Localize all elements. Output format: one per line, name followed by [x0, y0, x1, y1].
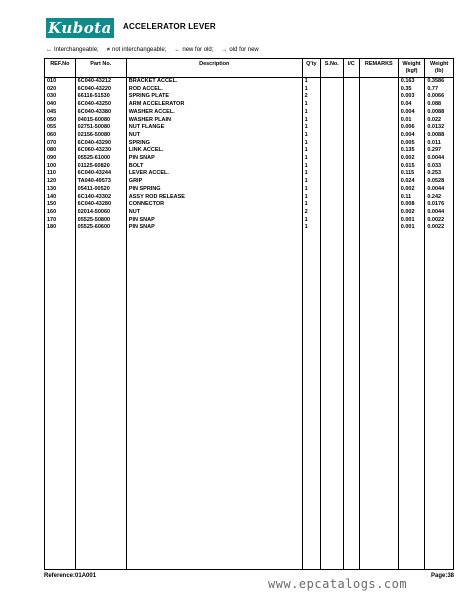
ic-cell: [343, 163, 359, 171]
legend-item-interchangeable: [46, 47, 99, 53]
ref-no-cell: 020: [45, 86, 76, 94]
weight-lb-cell: 0.022: [425, 117, 454, 125]
description-cell: NUT: [126, 132, 302, 140]
watermark: www.epcatalogs.com: [268, 577, 408, 591]
remarks-cell: [359, 147, 398, 155]
right-arrow-icon: →: [221, 47, 228, 53]
part-no-cell: 05525-60600: [75, 224, 126, 232]
weight-lb-cell: 0.242: [425, 194, 454, 202]
serial-no-cell: [321, 194, 343, 202]
qty-cell: 1: [302, 201, 320, 209]
empty-cell: [45, 232, 76, 569]
column-header-weight-lb: Weight (lb): [425, 59, 454, 78]
table-row: [45, 155, 454, 163]
part-no-cell: 02156-50080: [75, 132, 126, 140]
weight-kgf-cell: 0.35: [398, 86, 425, 94]
page-title: ACCELERATOR LEVER: [123, 22, 216, 31]
table-row: [45, 124, 454, 132]
serial-no-cell: [321, 101, 343, 109]
qty-cell: 1: [302, 224, 320, 232]
description-cell: ASSY ROD RELEASE: [126, 194, 302, 202]
serial-no-cell: [321, 209, 343, 217]
weight-lb-cell: 0.0132: [425, 124, 454, 132]
weight-kgf-cell: 0.002: [398, 186, 425, 194]
column-header-qty: Q'ty: [302, 59, 320, 78]
table-row: [45, 163, 454, 171]
table-row: [45, 170, 454, 178]
page-number: Page:38: [430, 573, 454, 579]
weight-lb-cell: 0.3586: [425, 78, 454, 86]
serial-no-cell: [321, 201, 343, 209]
weight-kgf-cell: 0.163: [398, 78, 425, 86]
serial-no-cell: [321, 147, 343, 155]
ref-no-cell: 110: [45, 170, 76, 178]
part-no-cell: 6C140-43302: [75, 194, 126, 202]
table-row: [45, 224, 454, 232]
table-row: [45, 86, 454, 94]
serial-no-cell: [321, 93, 343, 101]
serial-no-cell: [321, 170, 343, 178]
not-equal-icon: ≠: [106, 47, 110, 53]
weight-kgf-cell: 0.005: [398, 140, 425, 148]
weight-kgf-cell: 0.002: [398, 209, 425, 217]
kubota-logo: Kubota: [46, 18, 114, 38]
serial-no-cell: [321, 78, 343, 86]
weight-lb-cell: 0.033: [425, 163, 454, 171]
empty-cell: [425, 232, 454, 569]
qty-cell: 1: [302, 163, 320, 171]
empty-cell: [126, 232, 302, 569]
serial-no-cell: [321, 163, 343, 171]
table-row: [45, 147, 454, 155]
table-body: [45, 78, 454, 570]
ic-cell: [343, 178, 359, 186]
ref-no-cell: 050: [45, 117, 76, 125]
description-cell: SPRING: [126, 140, 302, 148]
qty-cell: 1: [302, 78, 320, 86]
serial-no-cell: [321, 217, 343, 225]
ref-no-cell: 120: [45, 178, 76, 186]
parts-table: [44, 58, 454, 570]
description-cell: PIN SPRING: [126, 186, 302, 194]
part-no-cell: 05525-50800: [75, 217, 126, 225]
part-no-cell: 6C040-43290: [75, 140, 126, 148]
ref-no-cell: 090: [45, 155, 76, 163]
description-cell: SPRING PLATE: [126, 93, 302, 101]
empty-cell: [302, 232, 320, 569]
part-no-cell: 6C040-43212: [75, 78, 126, 86]
weight-lb-cell: 0.0528: [425, 178, 454, 186]
table-row: [45, 217, 454, 225]
remarks-cell: [359, 124, 398, 132]
ref-no-cell: 150: [45, 201, 76, 209]
serial-no-cell: [321, 186, 343, 194]
table-filler-row: [45, 232, 454, 569]
weight-kgf-cell: 0.04: [398, 101, 425, 109]
legend-label: Interchangeable;: [54, 47, 99, 53]
legend-label: old for new: [229, 47, 259, 53]
ic-cell: [343, 170, 359, 178]
weight-lb-cell: 0.0088: [425, 109, 454, 117]
empty-cell: [75, 232, 126, 569]
serial-no-cell: [321, 155, 343, 163]
ref-no-cell: 080: [45, 147, 76, 155]
table-row: [45, 117, 454, 125]
description-cell: NUT: [126, 209, 302, 217]
qty-cell: 1: [302, 217, 320, 225]
ic-cell: [343, 155, 359, 163]
description-cell: NUT FLANGE: [126, 124, 302, 132]
weight-lb-cell: 0.0044: [425, 186, 454, 194]
ic-cell: [343, 78, 359, 86]
remarks-cell: [359, 224, 398, 232]
description-cell: CONNECTOR: [126, 201, 302, 209]
table-row: [45, 186, 454, 194]
part-no-cell: 6C040-43250: [75, 101, 126, 109]
description-cell: PIN SNAP: [126, 224, 302, 232]
qty-cell: 2: [302, 209, 320, 217]
ic-cell: [343, 101, 359, 109]
weight-kgf-cell: 0.008: [398, 201, 425, 209]
serial-no-cell: [321, 140, 343, 148]
table-header-row: [45, 59, 454, 78]
empty-cell: [321, 232, 343, 569]
part-no-cell: 05525-61000: [75, 155, 126, 163]
part-no-cell: 6C040-43380: [75, 109, 126, 117]
weight-lb-cell: 0.253: [425, 170, 454, 178]
weight-lb-cell: 0.77: [425, 86, 454, 94]
ic-cell: [343, 217, 359, 225]
serial-no-cell: [321, 178, 343, 186]
qty-cell: 1: [302, 140, 320, 148]
serial-no-cell: [321, 117, 343, 125]
weight-kgf-cell: 0.01: [398, 117, 425, 125]
ic-cell: [343, 194, 359, 202]
weight-lb-cell: 0.0022: [425, 217, 454, 225]
weight-kgf-cell: 0.001: [398, 224, 425, 232]
description-cell: WASHER PLAIN: [126, 117, 302, 125]
empty-cell: [398, 232, 425, 569]
description-cell: GRIP: [126, 178, 302, 186]
weight-kgf-cell: 0.006: [398, 124, 425, 132]
weight-lb-cell: 0.011: [425, 140, 454, 148]
table-row: [45, 194, 454, 202]
ref-no-cell: 170: [45, 217, 76, 225]
table-row: [45, 93, 454, 101]
remarks-cell: [359, 163, 398, 171]
description-cell: LEVER ACCEL.: [126, 170, 302, 178]
legend-label: not interchangeable;: [112, 47, 167, 53]
ref-no-cell: 160: [45, 209, 76, 217]
remarks-cell: [359, 101, 398, 109]
remarks-cell: [359, 217, 398, 225]
qty-cell: 1: [302, 109, 320, 117]
weight-lb-cell: 0.297: [425, 147, 454, 155]
column-header-weight-kgf: Weight (kgf): [398, 59, 425, 78]
part-no-cell: 6C040-43280: [75, 201, 126, 209]
remarks-cell: [359, 117, 398, 125]
qty-cell: 1: [302, 155, 320, 163]
ic-cell: [343, 93, 359, 101]
qty-cell: 1: [302, 117, 320, 125]
remarks-cell: [359, 78, 398, 86]
description-cell: ROD ACCEL.: [126, 86, 302, 94]
part-no-cell: 04015-60080: [75, 117, 126, 125]
ic-cell: [343, 132, 359, 140]
serial-no-cell: [321, 109, 343, 117]
serial-no-cell: [321, 224, 343, 232]
empty-cell: [359, 232, 398, 569]
table-row: [45, 140, 454, 148]
ref-no-cell: 010: [45, 78, 76, 86]
description-cell: BOLT: [126, 163, 302, 171]
column-header-ref-no: REF.No: [45, 59, 76, 78]
double-arrow-icon: ↔: [46, 47, 52, 53]
part-no-cell: 6C060-43230: [75, 147, 126, 155]
qty-cell: 1: [302, 170, 320, 178]
weight-lb-cell: 0.0176: [425, 201, 454, 209]
ref-no-cell: 055: [45, 124, 76, 132]
description-cell: WASHER ACCEL.: [126, 109, 302, 117]
ref-no-cell: 040: [45, 101, 76, 109]
remarks-cell: [359, 186, 398, 194]
ic-cell: [343, 117, 359, 125]
weight-lb-cell: 0.0044: [425, 155, 454, 163]
remarks-cell: [359, 194, 398, 202]
ref-no-cell: 130: [45, 186, 76, 194]
qty-cell: 1: [302, 194, 320, 202]
weight-kgf-cell: 0.001: [398, 217, 425, 225]
weight-lb-cell: 0.088: [425, 101, 454, 109]
qty-cell: 1: [302, 124, 320, 132]
ref-no-cell: 140: [45, 194, 76, 202]
column-header-ic: I/C: [343, 59, 359, 78]
weight-kgf-cell: 0.003: [398, 93, 425, 101]
part-no-cell: 66116-51530: [75, 93, 126, 101]
part-no-cell: 02751-50080: [75, 124, 126, 132]
qty-cell: 2: [302, 93, 320, 101]
qty-cell: 1: [302, 178, 320, 186]
column-header-description: Description: [126, 59, 302, 78]
remarks-cell: [359, 93, 398, 101]
description-cell: ARM ACCELERATOR: [126, 101, 302, 109]
column-header-remarks: REMARKS: [359, 59, 398, 78]
weight-lb-cell: 0.0044: [425, 209, 454, 217]
ref-no-cell: 180: [45, 224, 76, 232]
serial-no-cell: [321, 124, 343, 132]
ref-no-cell: 060: [45, 132, 76, 140]
part-no-cell: 02014-50060: [75, 209, 126, 217]
serial-no-cell: [321, 132, 343, 140]
description-cell: BRACKET ACCEL.: [126, 78, 302, 86]
weight-kgf-cell: 0.024: [398, 178, 425, 186]
interchange-legend: [46, 47, 259, 53]
weight-lb-cell: 0.0066: [425, 93, 454, 101]
part-no-cell: 01125-60820: [75, 163, 126, 171]
ic-cell: [343, 124, 359, 132]
weight-kgf-cell: 0.015: [398, 163, 425, 171]
qty-cell: 1: [302, 186, 320, 194]
part-no-cell: 6C040-43220: [75, 86, 126, 94]
table-row: [45, 201, 454, 209]
qty-cell: 1: [302, 101, 320, 109]
description-cell: LINK ACCEL.: [126, 147, 302, 155]
table-row: [45, 78, 454, 86]
remarks-cell: [359, 86, 398, 94]
qty-cell: 1: [302, 147, 320, 155]
ref-no-cell: 030: [45, 93, 76, 101]
ic-cell: [343, 140, 359, 148]
remarks-cell: [359, 140, 398, 148]
legend-label: new for old;: [182, 47, 214, 53]
ic-cell: [343, 224, 359, 232]
left-arrow-icon: ←: [174, 47, 181, 53]
ic-cell: [343, 209, 359, 217]
remarks-cell: [359, 132, 398, 140]
qty-cell: 1: [302, 132, 320, 140]
legend-item-not-interchangeable: [107, 47, 167, 53]
weight-lb-cell: 0.0088: [425, 132, 454, 140]
table-row: [45, 178, 454, 186]
table-row: [45, 132, 454, 140]
description-cell: PIN SNAP: [126, 155, 302, 163]
table-row: [45, 109, 454, 117]
remarks-cell: [359, 170, 398, 178]
ic-cell: [343, 186, 359, 194]
ref-no-cell: 045: [45, 109, 76, 117]
table-row: [45, 209, 454, 217]
ic-cell: [343, 86, 359, 94]
ic-cell: [343, 147, 359, 155]
weight-kgf-cell: 0.004: [398, 132, 425, 140]
remarks-cell: [359, 109, 398, 117]
weight-kgf-cell: 0.002: [398, 155, 425, 163]
part-no-cell: 05411-00520: [75, 186, 126, 194]
ref-no-cell: 100: [45, 163, 76, 171]
weight-kgf-cell: 0.135: [398, 147, 425, 155]
table-row: [45, 101, 454, 109]
ic-cell: [343, 109, 359, 117]
legend-item-old-for-new: [221, 47, 258, 53]
weight-lb-cell: 0.0022: [425, 224, 454, 232]
part-no-cell: TA040-49573: [75, 178, 126, 186]
weight-kgf-cell: 0.004: [398, 109, 425, 117]
description-cell: PIN SNAP: [126, 217, 302, 225]
reference-label: Reference:01A001: [44, 573, 97, 579]
remarks-cell: [359, 209, 398, 217]
weight-kgf-cell: 0.115: [398, 170, 425, 178]
ic-cell: [343, 201, 359, 209]
legend-item-new-for-old: [174, 47, 213, 53]
serial-no-cell: [321, 86, 343, 94]
part-no-cell: 6C040-43244: [75, 170, 126, 178]
ref-no-cell: 070: [45, 140, 76, 148]
remarks-cell: [359, 155, 398, 163]
column-header-part-no: Part No.: [75, 59, 126, 78]
weight-kgf-cell: 0.11: [398, 194, 425, 202]
remarks-cell: [359, 178, 398, 186]
remarks-cell: [359, 201, 398, 209]
column-header-serial-no: S.No.: [321, 59, 343, 78]
empty-cell: [343, 232, 359, 569]
qty-cell: 1: [302, 86, 320, 94]
